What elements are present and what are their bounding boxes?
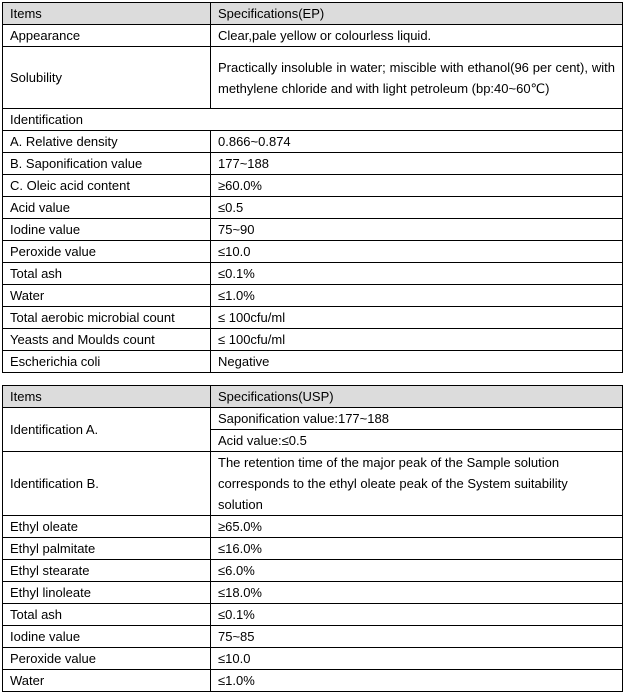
item-cell: Identification B. [3,452,211,516]
item-cell: Total ash [3,604,211,626]
item-cell: Water [3,285,211,307]
header-specifications: Specifications(EP) [211,3,623,25]
table-row [3,452,623,516]
item-cell: Ethyl stearate [3,560,211,582]
table-row [3,329,623,351]
table-row [3,241,623,263]
item-cell: Water [3,670,211,692]
spec-cell: ≤ 100cfu/ml [211,307,623,329]
item-cell: Identification A. [3,408,211,452]
spec-cell: Practically insoluble in water; miscible with ethanol(96 per cent), with methylene chloride and with light petroleum (bp:40~60℃) [211,47,623,109]
header-items: Items [3,3,211,25]
spec-cell: Saponification value:177~188 [211,408,623,430]
table-header-row [3,386,623,408]
table-row [3,516,623,538]
item-cell: Ethyl linoleate [3,582,211,604]
table-row [3,47,623,109]
item-cell: Acid value [3,197,211,219]
spec-cell: 75~85 [211,626,623,648]
header-specifications: Specifications(USP) [211,386,623,408]
spec-cell: ≤0.1% [211,604,623,626]
item-cell: Peroxide value [3,241,211,263]
table-row [3,408,623,430]
table-row [3,538,623,560]
spec-cell: ≥65.0% [211,516,623,538]
item-cell: Solubility [3,47,211,109]
table-row [3,197,623,219]
table-row [3,670,623,692]
spec-cell: 177~188 [211,153,623,175]
table-row [3,626,623,648]
table-row [3,582,623,604]
spec-cell: ≥60.0% [211,175,623,197]
item-cell: Iodine value [3,626,211,648]
spec-cell: ≤18.0% [211,582,623,604]
table-row [3,285,623,307]
spec-cell: The retention time of the major peak of the Sample solution corresponds to the ethyl oleate peak of the System suitability solution [211,452,623,516]
spec-cell: Clear,pale yellow or colourless liquid. [211,25,623,47]
table-row [3,109,623,131]
item-cell: Ethyl palmitate [3,538,211,560]
item-cell: Total ash [3,263,211,285]
spec-cell: ≤0.5 [211,197,623,219]
header-items: Items [3,386,211,408]
usp-spec-table [2,385,623,692]
spec-cell: Acid value:≤0.5 [211,430,623,452]
spec-cell: ≤0.1% [211,263,623,285]
spec-cell: ≤16.0% [211,538,623,560]
table-row [3,263,623,285]
table-row [3,560,623,582]
spec-cell: Negative [211,351,623,373]
spec-cell: 75~90 [211,219,623,241]
spec-cell: ≤ 100cfu/ml [211,329,623,351]
spec-cell: ≤1.0% [211,285,623,307]
spec-cell: ≤10.0 [211,648,623,670]
table-row [3,131,623,153]
item-cell: B. Saponification value [3,153,211,175]
table-row [3,307,623,329]
item-cell: Escherichia coli [3,351,211,373]
table-row [3,604,623,626]
item-cell: Peroxide value [3,648,211,670]
item-cell: Ethyl oleate [3,516,211,538]
spec-cell: ≤6.0% [211,560,623,582]
item-cell: C. Oleic acid content [3,175,211,197]
section-cell: Identification [3,109,623,131]
table-row [3,153,623,175]
item-cell: Yeasts and Moulds count [3,329,211,351]
table-header-row [3,3,623,25]
item-cell: Appearance [3,25,211,47]
spec-cell: ≤10.0 [211,241,623,263]
item-cell: Total aerobic microbial count [3,307,211,329]
table-row [3,175,623,197]
item-cell: Iodine value [3,219,211,241]
spec-cell: 0.866~0.874 [211,131,623,153]
table-row [3,25,623,47]
table-row [3,351,623,373]
table-row [3,219,623,241]
item-cell: A. Relative density [3,131,211,153]
table-row [3,648,623,670]
ep-spec-table [2,2,623,373]
spec-cell: ≤1.0% [211,670,623,692]
